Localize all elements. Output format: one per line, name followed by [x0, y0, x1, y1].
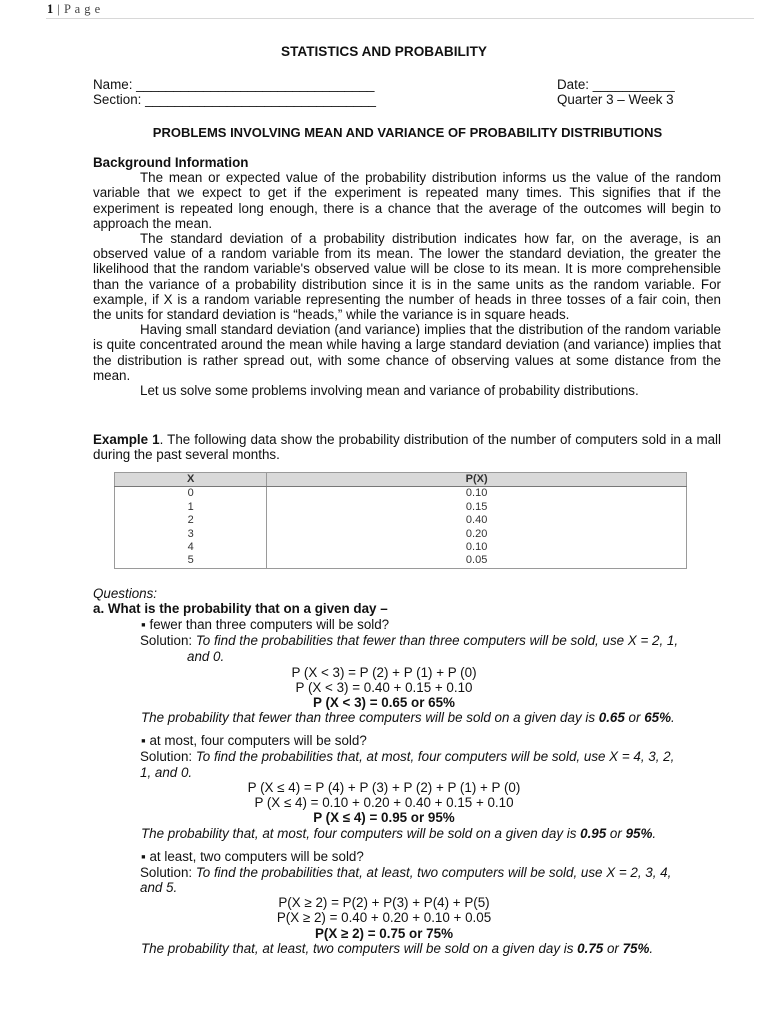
date-field: Date: ___________ [557, 77, 675, 92]
column-header-px: P(X) [267, 473, 687, 487]
table-row [115, 487, 687, 501]
background-paragraph: The mean or expected value of the probability distribution informs us the value of the random variable that we expect to get if the experiment is repeated many times. This signifies that if the experiment is repeated long enough, there is a chance that the average of the outcomes will begin to approach the mean. [93, 170, 721, 231]
table-cell: 0.40 [267, 514, 687, 527]
questions-label: Questions: [93, 586, 158, 601]
table-cell: 4 [115, 541, 267, 554]
topic-heading: PROBLEMS INVOLVING MEAN AND VARIANCE OF PROBABILITY DISTRIBUTIONS [152, 125, 663, 140]
solution-line: Solution: To find the probabilities that, at least, two computers will be sold, use X = 2, 3, 4, [140, 865, 672, 880]
solution-continuation: 1, and 0. [140, 765, 193, 780]
name-field: Name: ________________________________ [93, 77, 375, 92]
page-title: STATISTICS AND PROBABILITY [281, 44, 487, 59]
equation-line: P(X ≥ 2) = P(2) + P(3) + P(4) + P(5) [278, 895, 490, 910]
solution-line: Solution: To find the probabilities that fewer than three computers will be sold, use X = 2, 1, [140, 633, 679, 648]
table-cell: 0 [115, 487, 267, 501]
equation-line: P (X ≤ 4) = 0.10 + 0.20 + 0.40 + 0.15 + 0.10 [254, 795, 514, 810]
example-1-intro: Example 1. The following data show the probability distribution of the number of computers sold in a mall during the past several months. [93, 432, 722, 463]
column-header-x: X [115, 473, 267, 487]
background-heading: Background Information [93, 155, 249, 170]
equation-result: P (X ≤ 4) = 0.95 or 95% [313, 810, 455, 825]
background-section [93, 155, 721, 398]
background-paragraph: Having small standard deviation (and variance) implies that the distribution of the random variable is quite concentrated around the mean while having a large standard deviation (and variance) implies that the distribution is rather spread out, with some chance of observing values at some distance from the mean. [93, 322, 721, 383]
probability-distribution-table [114, 472, 687, 569]
table-cell: 0.05 [267, 554, 687, 568]
example-1-label: Example 1 [93, 432, 160, 447]
table-cell: 3 [115, 528, 267, 541]
conclusion-line: The probability that, at most, four computers will be sold on a given day is 0.95 or 95%. [141, 826, 657, 841]
question-bullet: ▪ at most, four computers will be sold? [141, 733, 367, 748]
table-header-row [115, 473, 687, 487]
table-cell: 5 [115, 554, 267, 568]
equation-line: P (X < 3) = 0.40 + 0.15 + 0.10 [295, 680, 473, 695]
question-bullet: ▪ at least, two computers will be sold? [141, 849, 364, 864]
conclusion-line: The probability that, at least, two computers will be sold on a given day is 0.75 or 75%. [141, 941, 654, 956]
table-cell: 0.15 [267, 501, 687, 514]
table-cell: 0.10 [267, 487, 687, 501]
conclusion-line: The probability that fewer than three computers will be sold on a given day is 0.65 or 65%. [141, 710, 675, 725]
table-cell: 2 [115, 514, 267, 527]
background-paragraph: The standard deviation of a probability distribution indicates how far, on the average, is an observed value of a random variable from its mean. The lower the standard deviation, the greater the likelihood that the random variable's observed value will be close to its mean. It is more comprehensible than the variance of a probability distribution since it is in the same units as the random variable. For example, if X is a random variable representing the number of heads in three tosses of a fair coin, then the units for standard deviation is “heads,” while the variance is in square heads. [93, 231, 721, 323]
table-cell: 0.20 [267, 528, 687, 541]
table-row [115, 514, 687, 527]
table-row [115, 501, 687, 514]
solution-continuation: and 5. [140, 880, 178, 895]
question-bullet: ▪ fewer than three computers will be sold? [141, 617, 390, 632]
equation-result: P (X < 3) = 0.65 or 65% [313, 695, 455, 710]
question-a: a. What is the probability that on a given day – [93, 601, 388, 616]
section-field: Section: _______________________________ [93, 92, 376, 107]
equation-result: P(X ≥ 2) = 0.75 or 75% [315, 926, 453, 941]
quarter-label: Quarter 3 – Week 3 [557, 92, 674, 107]
header-rule [46, 18, 754, 19]
equation-line: P (X ≤ 4) = P (4) + P (3) + P (2) + P (1) + P (0) [247, 780, 521, 795]
table-cell: 1 [115, 501, 267, 514]
solution-continuation: and 0. [187, 649, 225, 664]
background-paragraph: Let us solve some problems involving mean and variance of probability distributions. [140, 383, 639, 399]
table-row [115, 541, 687, 554]
table-row [115, 554, 687, 568]
solution-line: Solution: To find the probabilities that, at most, four computers will be sold, use X = 4, 3, 2, [140, 749, 675, 764]
page-number: 1 | P a g e [47, 2, 101, 16]
equation-line: P(X ≥ 2) = 0.40 + 0.20 + 0.10 + 0.05 [276, 910, 492, 925]
table-cell: 0.10 [267, 541, 687, 554]
equation-line: P (X < 3) = P (2) + P (1) + P (0) [291, 665, 477, 680]
table-row [115, 528, 687, 541]
